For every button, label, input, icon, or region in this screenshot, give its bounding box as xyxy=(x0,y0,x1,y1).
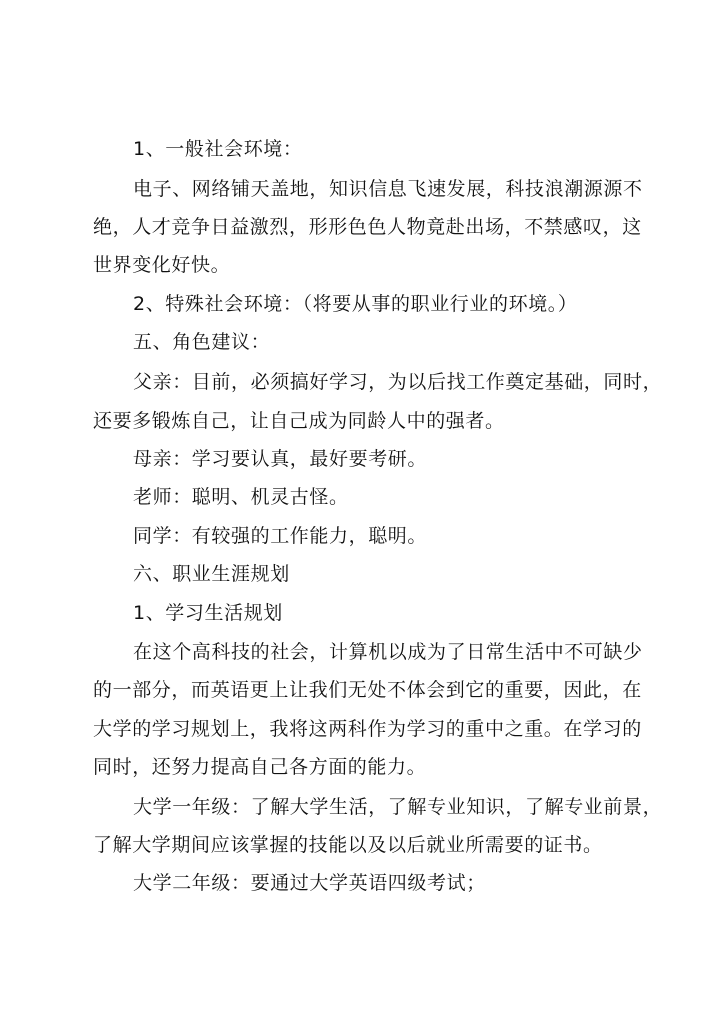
text-line: 世界变化好快。 xyxy=(93,254,231,276)
text-line: 大学一年级：了解大学生活，了解专业知识，了解专业前景， xyxy=(133,796,663,818)
text-line: 同时，还努力提高自己各方面的能力。 xyxy=(93,756,427,778)
text-line: 老师：聪明、机灵古怪。 xyxy=(133,486,349,508)
text-line: 的一部分，而英语更上让我们无处不体会到它的重要，因此，在 xyxy=(93,679,642,701)
text-line: 了解大学期间应该掌握的技能以及以后就业所需要的证书。 xyxy=(93,834,603,856)
text-line: 在这个高科技的社会，计算机以成为了日常生活中不可缺少 xyxy=(133,641,643,663)
text-line: 1、学习生活规划 xyxy=(133,602,283,624)
text-line: 还要多锻炼自己，让自己成为同龄人中的强者。 xyxy=(93,410,505,432)
text-line: 绝，人才竞争日益激烈，形形色色人物竟赴出场，不禁感叹，这 xyxy=(93,216,642,238)
text-line: 电子、网络铺天盖地，知识信息飞速发展，科技浪潮源源不 xyxy=(133,178,643,200)
text-line: 1、一般社会环境： xyxy=(133,138,303,160)
text-line: 大学的学习规划上，我将这两科作为学习的重中之重。在学习的 xyxy=(93,718,642,740)
text-line: 五、角色建议： xyxy=(133,331,271,353)
text-line: 2、特殊社会环境：（将要从事的职业行业的环境。） xyxy=(133,293,578,315)
text-line: 同学：有较强的工作能力，聪明。 xyxy=(133,525,428,547)
text-line: 六、职业生涯规划 xyxy=(133,563,290,585)
text-line: 父亲：目前，必须搞好学习，为以后找工作奠定基础，同时， xyxy=(133,371,663,393)
text-line: 大学二年级：要通过大学英语四级考试； xyxy=(133,872,486,894)
text-line: 母亲：学习要认真，最好要考研。 xyxy=(133,448,428,470)
